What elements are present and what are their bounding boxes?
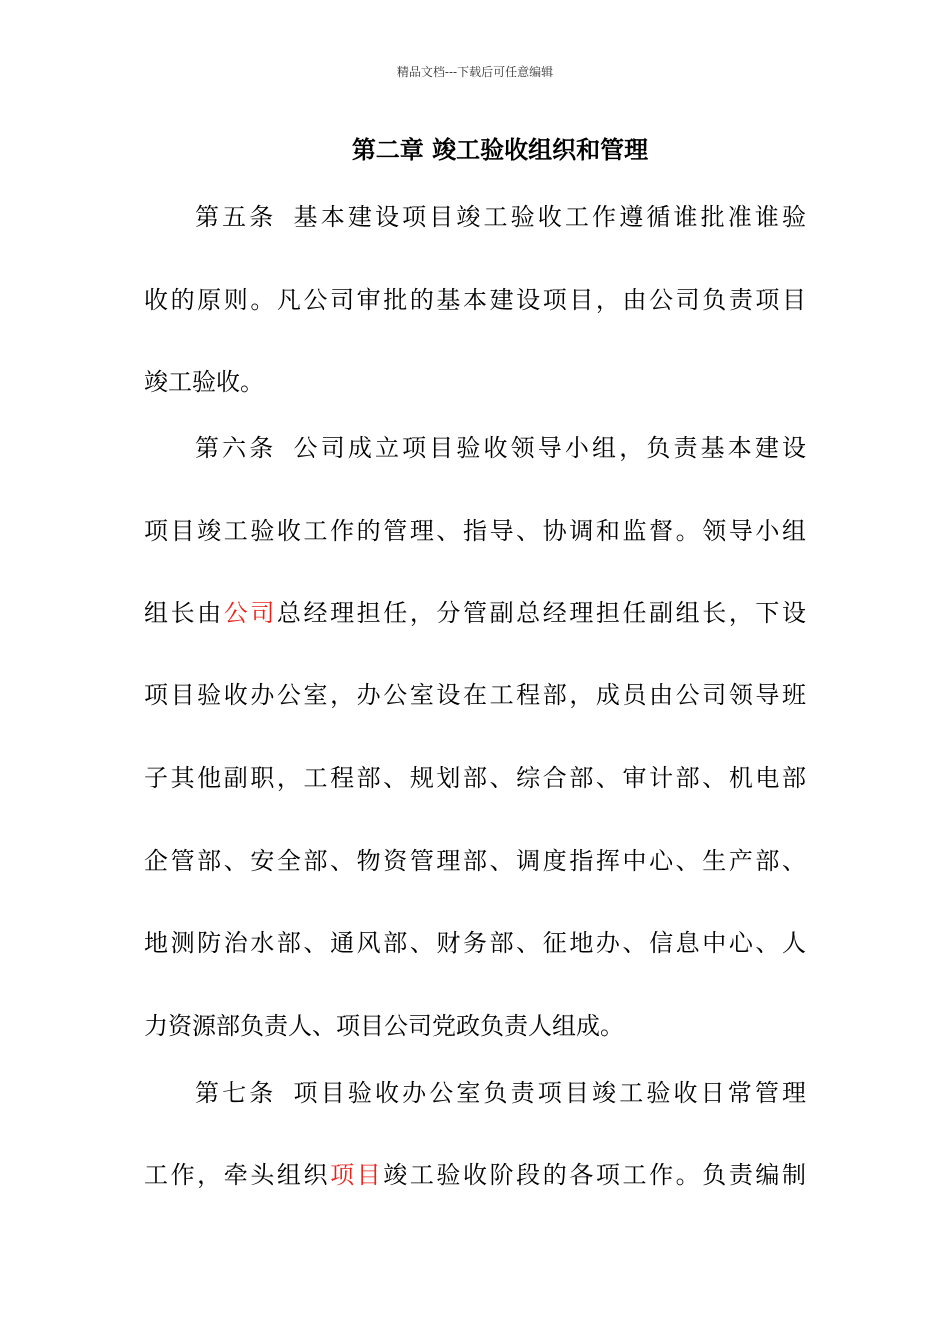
article-6-line-2: 项目竣工验收工作的管理、指导、协调和监督。领导小组 [144,517,806,545]
article-6-text-1: 公司成立项目验收领导小组，负责基本建设 [290,434,807,462]
article-6-line-8: 力资源部负责人、项目公司党政负责人组成。 [144,1012,624,1040]
article-6-text-3a: 组长由 [144,599,224,627]
highlight-project: 项目 [330,1161,384,1189]
chapter-title: 第二章 竣工验收组织和管理 [351,136,649,164]
article-6-line-1 [195,428,806,468]
highlight-company: 公司 [223,599,277,627]
article-5-label: 第五条 [195,203,277,231]
article-6-line-6: 企管部、安全部、物资管理部、调度指挥中心、生产部、 [144,847,806,875]
page-header-note: 精品文档---下载后可任意编辑 [396,65,554,79]
article-5-line-1 [195,197,806,237]
article-5-line-2: 收的原则。凡公司审批的基本建设项目，由公司负责项目 [144,286,806,314]
article-7-text-1: 项目验收办公室负责项目竣工验收日常管理 [290,1079,807,1107]
article-7-line-1 [195,1073,806,1113]
article-5-text-1: 基本建设项目竣工验收工作遵循谁批准谁验 [290,203,807,231]
article-6-line-5: 子其他副职，工程部、规划部、综合部、审计部、机电部 [144,764,806,792]
article-7-line-2 [144,1155,806,1195]
article-7-label: 第七条 [195,1079,277,1107]
article-7-text-2a: 工作，牵头组织 [144,1161,331,1189]
article-6-line-7: 地测防治水部、通风部、财务部、征地办、信息中心、人 [144,929,806,957]
article-7-text-2b: 竣工验收阶段的各项工作。负责编制 [383,1161,807,1189]
article-6-line-4: 项目验收办公室，办公室设在工程部，成员由公司领导班 [144,681,806,709]
article-5-line-3: 竣工验收。 [144,368,264,396]
article-6-label: 第六条 [195,434,277,462]
article-6-text-3b: 总经理担任，分管副总经理担任副组长，下设 [276,599,807,627]
article-6-line-3 [144,593,806,633]
